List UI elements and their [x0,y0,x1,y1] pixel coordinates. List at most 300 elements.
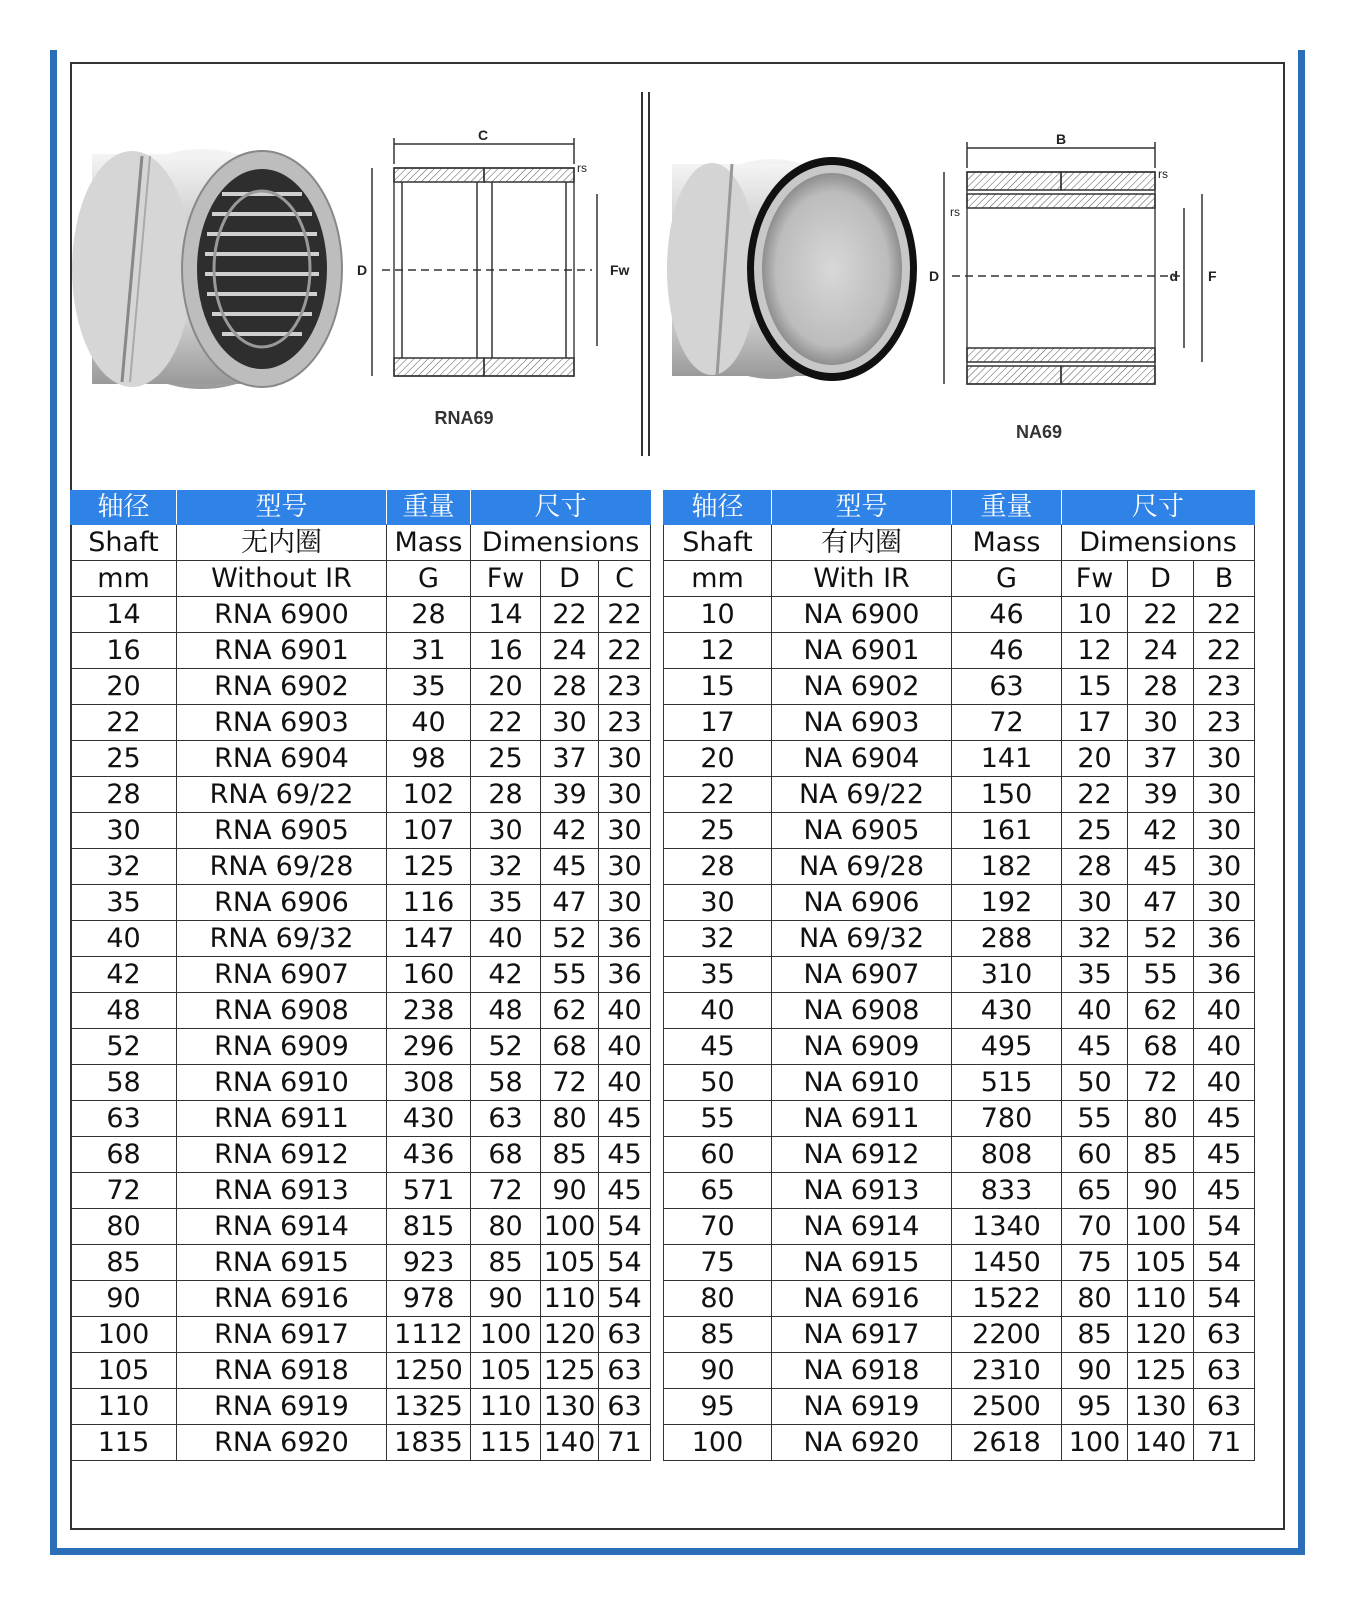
cell-fw: 63 [471,1101,541,1137]
cell-mass: 150 [952,777,1062,813]
cell-fw: 58 [471,1065,541,1101]
cell-fw: 20 [1062,741,1128,777]
cell-shaft: 15 [664,669,772,705]
cell-fw: 14 [471,597,541,633]
cell-model: NA 6903 [772,705,952,741]
cell-model: RNA 6903 [177,705,387,741]
cell-d: 125 [1128,1353,1194,1389]
cell-width: 30 [599,885,651,921]
cell-mass: 160 [387,957,471,993]
rna69-label-fw: Fw [610,262,630,278]
cell-d: 130 [1128,1389,1194,1425]
table-row [664,1425,1255,1461]
cell-width: 23 [1194,669,1255,705]
cell-fw: 65 [1062,1173,1128,1209]
table-row [71,1173,651,1209]
cell-mass: 808 [952,1137,1062,1173]
cell-mass: 288 [952,921,1062,957]
header-b: B [1194,561,1255,597]
cell-width: 45 [599,1173,651,1209]
cell-model: RNA 6911 [177,1101,387,1137]
table-row [664,921,1255,957]
header-c: C [599,561,651,597]
cell-d: 42 [1128,813,1194,849]
cell-width: 36 [1194,921,1255,957]
table-row [71,1317,651,1353]
cell-mass: 310 [952,957,1062,993]
table-row [71,1101,651,1137]
cell-d: 28 [1128,669,1194,705]
cell-width: 40 [1194,1065,1255,1101]
header-shaft: Shaft [664,525,772,561]
cell-fw: 100 [471,1317,541,1353]
cell-fw: 75 [1062,1245,1128,1281]
figure-separator [642,92,649,456]
header-model-cn: 型号 [177,491,387,525]
header-model-type: 无内圈 [177,525,387,561]
cell-model: RNA 6905 [177,813,387,849]
cell-width: 30 [1194,777,1255,813]
cell-width: 40 [599,1029,651,1065]
cell-d: 28 [541,669,599,705]
cell-width: 30 [599,849,651,885]
cell-shaft: 48 [71,993,177,1029]
cell-d: 85 [1128,1137,1194,1173]
cell-mass: 571 [387,1173,471,1209]
cell-model: NA 69/32 [772,921,952,957]
table-row [71,849,651,885]
table-row [664,993,1255,1029]
cell-shaft: 28 [664,849,772,885]
cell-model: NA 6915 [772,1245,952,1281]
cell-fw: 90 [471,1281,541,1317]
cell-fw: 85 [1062,1317,1128,1353]
header-row-en [664,525,1255,561]
cell-model: RNA 6912 [177,1137,387,1173]
cell-d: 120 [1128,1317,1194,1353]
table-row [664,1317,1255,1353]
cell-mass: 46 [952,597,1062,633]
cell-shaft: 12 [664,633,772,669]
cell-fw: 115 [471,1425,541,1461]
cell-d: 140 [1128,1425,1194,1461]
header-dimensions: Dimensions [1062,525,1255,561]
na69-photo [667,157,917,381]
cell-mass: 1112 [387,1317,471,1353]
table-row [664,777,1255,813]
cell-width: 63 [599,1389,651,1425]
cell-fw: 25 [471,741,541,777]
cell-width: 30 [1194,813,1255,849]
rna-spec-table [70,490,651,1461]
cell-fw: 32 [1062,921,1128,957]
header-model-type: 有内圈 [772,525,952,561]
cell-fw: 110 [471,1389,541,1425]
cell-d: 105 [541,1245,599,1281]
cell-mass: 1522 [952,1281,1062,1317]
table-row [664,705,1255,741]
cell-model: NA 6916 [772,1281,952,1317]
cell-mass: 815 [387,1209,471,1245]
cell-fw: 28 [1062,849,1128,885]
cell-d: 24 [541,633,599,669]
cell-shaft: 68 [71,1137,177,1173]
cell-shaft: 80 [71,1209,177,1245]
cell-shaft: 42 [71,957,177,993]
cell-shaft: 95 [664,1389,772,1425]
cell-model: NA 6909 [772,1029,952,1065]
rna69-label-rs: rs [577,161,587,175]
cell-mass: 1325 [387,1389,471,1425]
cell-shaft: 80 [664,1281,772,1317]
cell-width: 54 [599,1281,651,1317]
table-row [664,885,1255,921]
cell-width: 30 [599,741,651,777]
cell-fw: 17 [1062,705,1128,741]
cell-model: NA 6918 [772,1353,952,1389]
table-row [664,849,1255,885]
cell-d: 120 [541,1317,599,1353]
cell-model: NA 6910 [772,1065,952,1101]
cell-fw: 40 [1062,993,1128,1029]
cell-width: 23 [599,705,651,741]
table-row [664,633,1255,669]
cell-mass: 515 [952,1065,1062,1101]
cell-fw: 60 [1062,1137,1128,1173]
cell-width: 63 [599,1317,651,1353]
cell-mass: 147 [387,921,471,957]
cell-model: RNA 69/28 [177,849,387,885]
cell-shaft: 22 [664,777,772,813]
cell-model: NA 6919 [772,1389,952,1425]
cell-shaft: 10 [664,597,772,633]
cell-shaft: 30 [71,813,177,849]
cell-d: 22 [1128,597,1194,633]
table-row [664,957,1255,993]
cell-shaft: 52 [71,1029,177,1065]
cell-mass: 141 [952,741,1062,777]
table-row [71,1245,651,1281]
cell-model: NA 6920 [772,1425,952,1461]
cell-width: 30 [599,777,651,813]
header-unit-mm: mm [664,561,772,597]
cell-shaft: 32 [71,849,177,885]
header-d: D [1128,561,1194,597]
header-row-units [664,561,1255,597]
cell-d: 110 [541,1281,599,1317]
cell-fw: 10 [1062,597,1128,633]
cell-d: 72 [541,1065,599,1101]
cell-shaft: 72 [71,1173,177,1209]
table-row [71,1425,651,1461]
cell-width: 40 [1194,1029,1255,1065]
header-shaft: Shaft [71,525,177,561]
cell-d: 68 [541,1029,599,1065]
cell-mass: 2618 [952,1425,1062,1461]
cell-model: RNA 6908 [177,993,387,1029]
table-row [71,633,651,669]
cell-d: 52 [1128,921,1194,957]
cell-fw: 25 [1062,813,1128,849]
cell-shaft: 32 [664,921,772,957]
cell-d: 37 [541,741,599,777]
cell-d: 30 [541,705,599,741]
cell-fw: 52 [471,1029,541,1065]
cell-shaft: 14 [71,597,177,633]
cell-fw: 20 [471,669,541,705]
rna69-section-drawing [372,138,597,376]
table-row [71,921,651,957]
cell-mass: 40 [387,705,471,741]
cell-model: RNA 6909 [177,1029,387,1065]
header-without-ir: Without IR [177,561,387,597]
cell-fw: 32 [471,849,541,885]
cell-shaft: 90 [664,1353,772,1389]
cell-model: RNA 6900 [177,597,387,633]
cell-width: 63 [1194,1353,1255,1389]
header-unit-g: G [387,561,471,597]
cell-width: 54 [599,1209,651,1245]
cell-fw: 42 [471,957,541,993]
cell-shaft: 65 [664,1173,772,1209]
cell-model: RNA 6918 [177,1353,387,1389]
cell-shaft: 17 [664,705,772,741]
table-row [664,813,1255,849]
table-row [664,1029,1255,1065]
cell-shaft: 40 [664,993,772,1029]
rna69-caption: RNA69 [434,408,494,428]
cell-fw: 72 [471,1173,541,1209]
cell-fw: 35 [471,885,541,921]
cell-model: RNA 6919 [177,1389,387,1425]
cell-fw: 22 [471,705,541,741]
cell-shaft: 35 [664,957,772,993]
na69-label-b: B [1055,131,1067,147]
cell-width: 45 [599,1101,651,1137]
cell-model: NA 6911 [772,1101,952,1137]
cell-mass: 430 [952,993,1062,1029]
cell-width: 23 [1194,705,1255,741]
cell-width: 54 [1194,1209,1255,1245]
cell-shaft: 30 [664,885,772,921]
table-row [664,1209,1255,1245]
cell-model: RNA 6917 [177,1317,387,1353]
cell-mass: 436 [387,1137,471,1173]
table-row [71,1353,651,1389]
cell-d: 140 [541,1425,599,1461]
cell-model: RNA 6913 [177,1173,387,1209]
cell-d: 85 [541,1137,599,1173]
cell-mass: 1250 [387,1353,471,1389]
rna69-photo [72,149,342,389]
cell-mass: 296 [387,1029,471,1065]
cell-mass: 182 [952,849,1062,885]
cell-width: 45 [599,1137,651,1173]
header-dimensions-cn: 尺寸 [1062,491,1255,525]
cell-shaft: 28 [71,777,177,813]
cell-width: 23 [599,669,651,705]
cell-shaft: 22 [71,705,177,741]
cell-width: 22 [599,633,651,669]
table-row [71,1281,651,1317]
cell-width: 71 [1194,1425,1255,1461]
cell-model: NA 6904 [772,741,952,777]
cell-width: 63 [599,1353,651,1389]
cell-width: 30 [1194,741,1255,777]
cell-fw: 90 [1062,1353,1128,1389]
cell-mass: 63 [952,669,1062,705]
cell-fw: 70 [1062,1209,1128,1245]
header-with-ir: With IR [772,561,952,597]
table-row [71,813,651,849]
header-row-cn [664,491,1255,525]
table-row [664,669,1255,705]
header-dimensions: Dimensions [471,525,651,561]
cell-fw: 35 [1062,957,1128,993]
cell-mass: 28 [387,597,471,633]
cell-fw: 30 [1062,885,1128,921]
cell-shaft: 100 [71,1317,177,1353]
cell-width: 36 [599,921,651,957]
cell-d: 90 [1128,1173,1194,1209]
table-row [71,957,651,993]
cell-mass: 161 [952,813,1062,849]
table-row [664,1065,1255,1101]
cell-shaft: 115 [71,1425,177,1461]
cell-model: NA 6917 [772,1317,952,1353]
cell-model: RNA 6915 [177,1245,387,1281]
cell-fw: 95 [1062,1389,1128,1425]
rna69-label-d: D [356,262,368,278]
cell-shaft: 20 [664,741,772,777]
table-row [664,597,1255,633]
cell-d: 39 [541,777,599,813]
header-mass-cn: 重量 [952,491,1062,525]
cell-d: 62 [1128,993,1194,1029]
cell-d: 72 [1128,1065,1194,1101]
cell-mass: 192 [952,885,1062,921]
cell-d: 47 [1128,885,1194,921]
cell-model: NA 6907 [772,957,952,993]
header-unit-g: G [952,561,1062,597]
header-row-en [71,525,651,561]
header-dimensions-cn: 尺寸 [471,491,651,525]
cell-shaft: 50 [664,1065,772,1101]
cell-shaft: 75 [664,1245,772,1281]
cell-model: NA 6914 [772,1209,952,1245]
cell-shaft: 110 [71,1389,177,1425]
table-row [71,1029,651,1065]
cell-d: 100 [541,1209,599,1245]
cell-mass: 107 [387,813,471,849]
cell-mass: 495 [952,1029,1062,1065]
cell-d: 80 [1128,1101,1194,1137]
cell-model: NA 6908 [772,993,952,1029]
cell-fw: 68 [471,1137,541,1173]
header-fw: Fw [471,561,541,597]
cell-fw: 50 [1062,1065,1128,1101]
cell-model: NA 6902 [772,669,952,705]
cell-shaft: 60 [664,1137,772,1173]
cell-width: 63 [1194,1317,1255,1353]
cell-shaft: 25 [71,741,177,777]
cell-width: 36 [1194,957,1255,993]
table-row [664,1389,1255,1425]
cell-mass: 833 [952,1173,1062,1209]
cell-mass: 72 [952,705,1062,741]
cell-model: NA 6905 [772,813,952,849]
cell-mass: 2200 [952,1317,1062,1353]
table-row [664,1353,1255,1389]
header-mass: Mass [387,525,471,561]
cell-width: 54 [1194,1281,1255,1317]
cell-shaft: 35 [71,885,177,921]
cell-mass: 102 [387,777,471,813]
header-fw: Fw [1062,561,1128,597]
cell-model: RNA 6904 [177,741,387,777]
header-unit-mm: mm [71,561,177,597]
table-row [71,885,651,921]
header-row-units [71,561,651,597]
cell-d: 125 [541,1353,599,1389]
table-row [71,705,651,741]
cell-d: 80 [541,1101,599,1137]
cell-mass: 1340 [952,1209,1062,1245]
table-row [664,1245,1255,1281]
cell-fw: 55 [1062,1101,1128,1137]
rna69-label-c: C [477,127,489,143]
cell-width: 71 [599,1425,651,1461]
cell-d: 55 [1128,957,1194,993]
cell-width: 22 [599,597,651,633]
cell-fw: 80 [1062,1281,1128,1317]
cell-d: 90 [541,1173,599,1209]
cell-model: NA 6912 [772,1137,952,1173]
table-row [664,1173,1255,1209]
cell-d: 105 [1128,1245,1194,1281]
cell-model: RNA 6910 [177,1065,387,1101]
cell-fw: 80 [471,1209,541,1245]
cell-d: 37 [1128,741,1194,777]
cell-width: 45 [1194,1101,1255,1137]
na69-label-f: F [1208,268,1217,284]
cell-shaft: 85 [664,1317,772,1353]
cell-width: 36 [599,957,651,993]
cell-width: 22 [1194,633,1255,669]
table-row [664,741,1255,777]
cell-shaft: 25 [664,813,772,849]
table-row [664,1137,1255,1173]
cell-width: 30 [599,813,651,849]
cell-model: NA 69/28 [772,849,952,885]
table-row [71,741,651,777]
cell-width: 63 [1194,1389,1255,1425]
na69-label-rs-top: rs [1158,167,1168,181]
cell-d: 45 [541,849,599,885]
cell-width: 40 [599,993,651,1029]
cell-mass: 1450 [952,1245,1062,1281]
cell-fw: 45 [1062,1029,1128,1065]
cell-width: 54 [599,1245,651,1281]
bearing-figures [72,64,1283,490]
cell-shaft: 16 [71,633,177,669]
na69-label-d-outer: D [928,268,940,284]
cell-d: 24 [1128,633,1194,669]
table-row [71,1389,651,1425]
cell-model: RNA 6920 [177,1425,387,1461]
table-row [71,1137,651,1173]
cell-mass: 978 [387,1281,471,1317]
